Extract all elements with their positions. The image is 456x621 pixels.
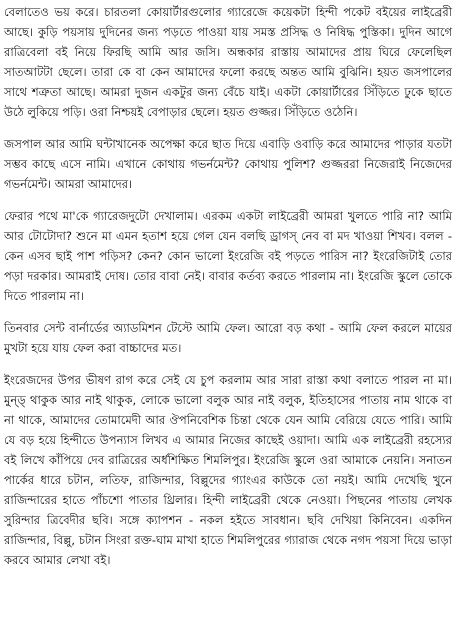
paragraph-4: তিনবার সেন্ট বার্নার্ডের অ্যাডমিশন টেস্টে আমি ফেল। আরো বড় কথা - আমি ফেল করলে মায়ের মুখটা হয়ে যায় ফেল করা বাচ্চাদের মত।	[4, 321, 452, 355]
paragraph-3: ফেরার পথে মা'কে গ্যারেজদুটো দেখালাম। এরকম একটা লাইব্রেরী আমরা খুলতে পারি না? আমি আর টোটোদা? শুনে মা এমন হতাশ হয়ে গেল যেন বলছি ড্রাগস্‌ নেব বা মদ খাওয়া শিখব। বলল - কেন এসব ছাই পাশ পড়িস? কেন? কোন ভালো ইংরেজি বই পড়তে পারিস না? ইংরেজিটাই তোর পড়া দরকার। আমরাই দোষ। তোর বাবা নেই। বাবার কর্তব্য করতে পারলাম না। ইংরেজি স্কুলে তোকে দিতে পারলাম না।	[4, 209, 452, 303]
paragraph-1: বেলাতেও ভয় করে। চারতলা কোয়ার্টারগুলোর গ্যারেজে কয়েকটা হিন্দী পকেট বইয়ের লাইব্রেরী আছে। কুড়ি পয়সায় দুদিনের জন্য পড়তে পাওয়া যায় সমস্ত প্রসিদ্ধ ও নিষিদ্ধ পুস্তিকা। দুদিন আগে রাত্রিবেলা বই নিয়ে ফিরছি আমি আর জসি। অন্ধকার রাস্তায় আমাদের প্রায় ঘিরে ফেলেছিল সাতআটটা ছেলে। তারা কে বা কেন আমাদের ফলো করছে অন্তত আমি বুঝিনি। হয়ত জসপালের সাথে শত্রুতা আছে। আমরা দুজন একটুর জন্য বেঁচে যাই। একটা কোয়ার্টারের সিঁড়িতে ঢুকে ছাতে উঠে লুকিয়ে পড়ি। ওরা নিশ্চয়ই বেপাড়ার ছেলে। হয়ত গুজ্জর। সিঁড়িতে ওঠেনি।	[4, 5, 452, 119]
paragraph-5: ইংরেজদের উপর ভীষণ রাগ করে সেই যে চুপ করলাম আর সারা রাস্তা কথা বলাতে পারল না মা। মুন্ড্ থাকুক আর নাই থাকুক, লোকে ভালো বলুক আর নাই বলুক, ইতিহাসের পাতায় নাম থাকে বা না থাকে, আমাদের তোমামেদী আর ঔপনিবেশিক চিন্তা থেকে যেন আমি বেরিয়ে যেতে পারি। আমি যে বড় হয়ে হিন্দীতে উপন্যাস লিখব এ আমার নিজের কাছেই ওয়াদা। আমি এক লাইব্রেরী রহস্যের বই লিখে কাঁপিয়ে দেব রাত্রিরের অর্ধশিক্ষিত শিমলিপুর। ইংরেজি স্কুলে ওরা আমাকে নেয়নি। সনাতন পার্কের ধারে চটান, লতিফ, রাজিন্দার, বিল্লুদের গ্যাংএর কাউকে তো নয়ই। আমি দেখেছি খুনে রাজিন্দারের হাতে পাঁচশো পাতার থ্রিলার। হিন্দী লাইব্রেরী থেকে নেওয়া। পিছনের পাতায় লেখক সুরিন্দার ত্রিবেদীর ছবি। সঙ্গে ক্যাপশন - নকল হইতে সাবধান। ছবি দেখিয়া কিনিবেন। একদিন রাজিন্দার, বিল্লু, চটান সিংরা রক্ত-ঘাম মাখা হাতে শিমলিপুরের গ্যারাজ থেকে নগদ পয়সা দিয়ে ভাড়া করবে আমার লেখা বই।	[4, 373, 452, 567]
paragraph-2: জসপাল আর আমি ঘন্টাখানেক অপেক্ষা করে ছাত দিয়ে এবাড়ি ওবাড়ি করে আমাদের পাড়ার যতটা সম্ভব কাছে এসে নামি। এখানে কোথায় গভর্নমেন্ট? কোথায় পুলিশ? গুজ্জররা নিজেরাই নিজেদের গভর্নমেন্ট। আমরা আমাদের।	[4, 137, 452, 191]
